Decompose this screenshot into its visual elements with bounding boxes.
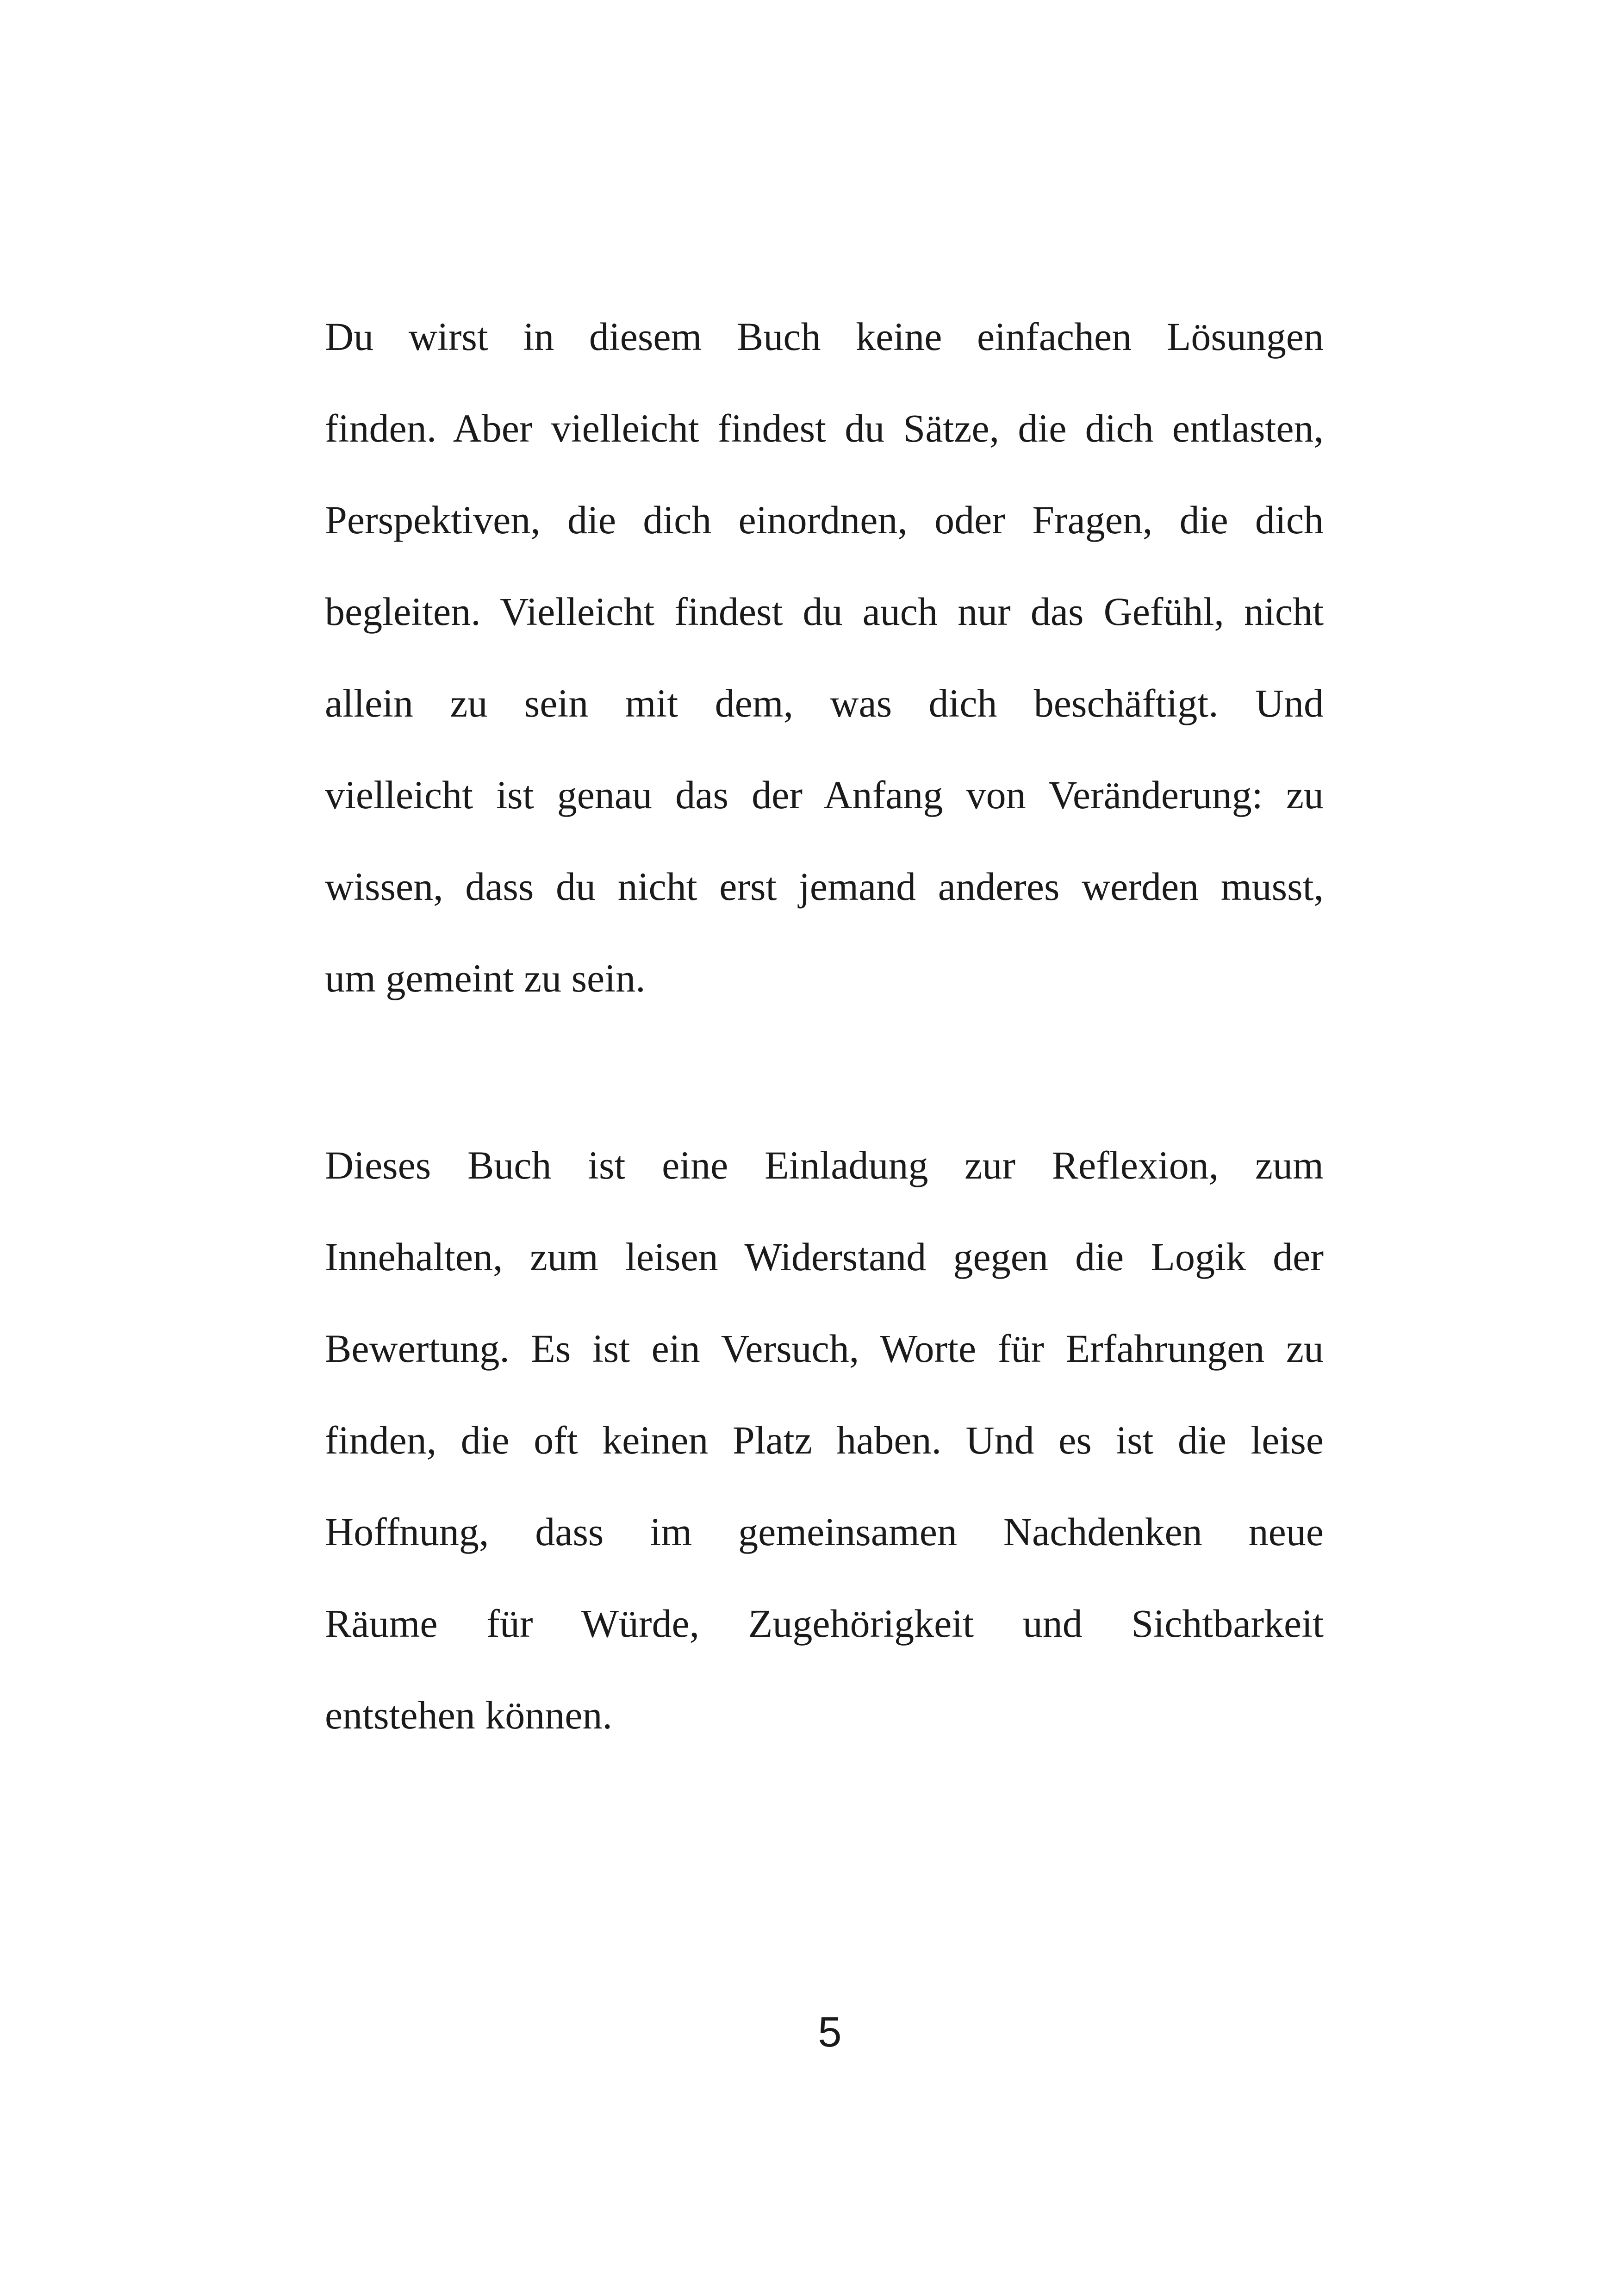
paragraph-line: begleiten. Vielleicht findest du auch nur das Gefühl, nicht [325,589,1324,634]
paragraph-line: vielleicht ist genau das der Anfang von Veränderung: zu [325,773,1324,817]
paragraph-line: Hoffnung, dass im gemeinsamen Nachdenken neue [325,1510,1324,1554]
page-number: 5 [818,2009,842,2056]
paragraph-1 [325,291,1324,1024]
paragraph-line: Dieses Buch ist eine Einladung zur Reflexion, zum [325,1143,1324,1187]
paragraph-line: allein zu sein mit dem, was dich beschäftigt. Und [325,681,1324,725]
paragraph-line: Perspektiven, die dich einordnen, oder Fragen, die dich [325,498,1324,542]
paragraph-line: finden. Aber vielleicht findest du Sätze, die dich entlasten, [325,406,1324,450]
paragraph-line: finden, die oft keinen Platz haben. Und es ist die leise [325,1418,1324,1462]
paragraph-line: Du wirst in diesem Buch keine einfachen Lösungen [325,314,1324,359]
paragraph-line: Innehalten, zum leisen Widerstand gegen die Logik der [325,1235,1324,1279]
paragraph-line: wissen, dass du nicht erst jemand anderes werden musst, [325,864,1324,909]
paragraph-2 [325,1119,1324,1761]
paragraph-line: Bewertung. Es ist ein Versuch, Worte für Erfahrungen zu [325,1326,1324,1371]
paragraph-line: Räume für Würde, Zugehörigkeit und Sichtbarkeit [325,1601,1324,1646]
paragraph-line: entstehen können. [325,1693,612,1737]
paragraph-line: um gemeint zu sein. [325,956,646,1000]
